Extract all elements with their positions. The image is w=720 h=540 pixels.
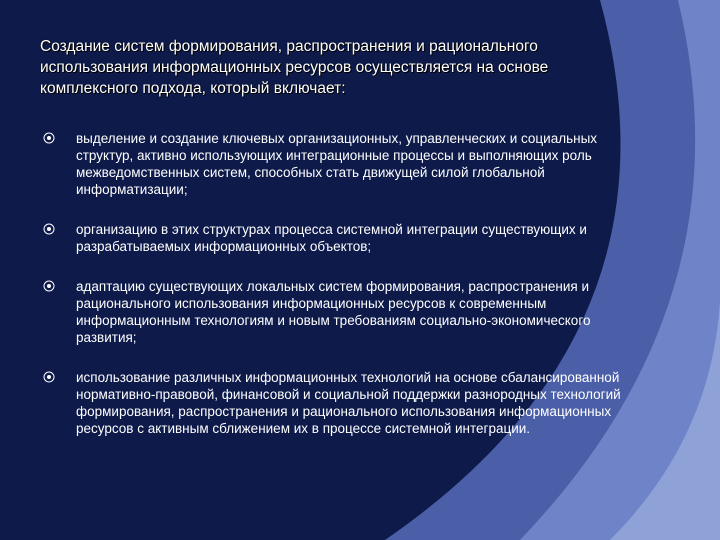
circled-dot-icon [43, 223, 55, 235]
list-item [40, 278, 630, 346]
list-item [40, 369, 630, 437]
slide-title: Создание систем формирования, распространения и рационального использования информационных ресурсов осуществляется на основе комплексного подхода, который включает: [40, 38, 549, 97]
bullet-list [40, 130, 630, 437]
bullet-text: организацию в этих структурах процесса системной интеграции существующих и разрабатываемых информационных объектов; [76, 222, 587, 254]
bullet-text: адаптацию существующих локальных систем формирования, распространения и рационального использования информационных ресурсов к современным информационным технологиям и новым требованиям социально-экономического развития; [76, 279, 591, 345]
circled-dot-icon [43, 371, 55, 383]
bullet-text: использование различных информационных технологий на основе сбалансированной нормативно-правовой, финансовой и социальной поддержки разнородных технологий формирования, распространения и рационального использования информационных ресурсов с активным сближением их в процессе системной интеграции. [76, 370, 621, 436]
circled-dot-icon [43, 280, 55, 292]
list-item [40, 221, 630, 255]
bullet-text: выделение и создание ключевых организационных, управленческих и социальных структур, активно использующих интеграционные процессы и выполняющих роль межведомственных систем, способных стать движущей силой глобальной информатизации; [76, 131, 598, 197]
circled-dot-icon [43, 132, 55, 144]
list-item [40, 130, 630, 198]
